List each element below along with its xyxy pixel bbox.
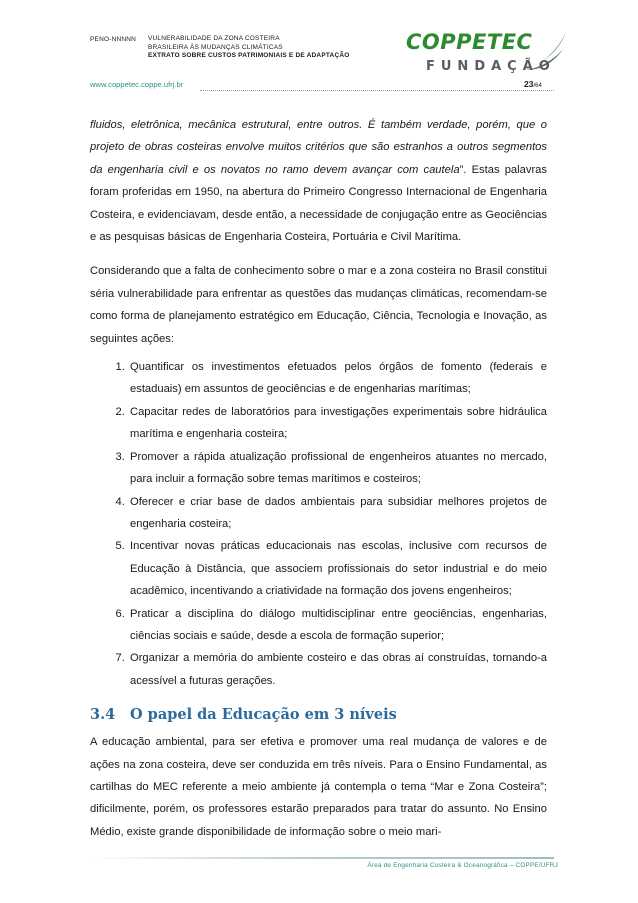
- footer-divider: [90, 857, 554, 859]
- section-number: 3.4: [90, 706, 116, 724]
- list-item: 1. Quantificar os investimentos efetuados pelos órgãos de fomento (federais e estaduais) em assuntos de geociências e de engenharias marítimas;: [128, 356, 547, 401]
- list-item: 5. Incentivar novas práticas educacionais nas escolas, inclusive com recursos de Educação à Distância, que associem profissionais do setor industrial e do meio acadêmico, incentivando a criatividade na formação dos jovens engenheiros;: [128, 535, 547, 602]
- header-subtitle: EXTRATO SOBRE CUSTOS PATRIMONIAIS E DE ADAPTAÇÃO: [148, 52, 350, 60]
- website-link[interactable]: www.coppetec.coppe.ufrj.br: [90, 80, 184, 89]
- page-total: /64: [533, 83, 542, 89]
- header-titles: [148, 35, 349, 61]
- section-title: O papel da Educação em 3 níveis: [130, 706, 397, 724]
- list-item: 3. Promover a rápida atualização profissional de engenheiros atuantes no mercado, para incluir a formação sobre temas marítimos e costeiros;: [128, 446, 547, 491]
- actions-list: [90, 356, 547, 692]
- section-heading: [90, 703, 547, 727]
- document-body: [90, 114, 547, 843]
- list-item: 6. Praticar a disciplina do diálogo multidisciplinar entre geociências, engenharias, ciências sociais e saúde, desde a escola de formação superior;: [128, 603, 547, 648]
- header-divider: [200, 90, 554, 91]
- list-item: 2. Capacitar redes de laboratórios para investigações experimentais sobre hidráulica marítima e engenharia costeira;: [128, 401, 547, 446]
- paragraph-1: [90, 114, 547, 248]
- logo-bottom-text: FUNDAÇÃO: [426, 59, 556, 74]
- page-current: 23: [524, 79, 534, 89]
- footer-text: Área de Engenharia Costeira & Oceanográfica – COPPE/UFRJ: [367, 862, 558, 869]
- paragraph-3: A educação ambiental, para ser efetiva e promover uma real mudança de valores e de ações na zona costeira, deve ser conduzida em três níveis. Para o Ensino Fundamental, as cartilhas do MEC referente a meio ambiente já contempla o tema “Mar e Zona Costeira”; dificilmente, porém, os professores estarão preparados para tratar do assunto. No Ensino Médio, existe grande disponibilidade de informação sobre o meio mari-: [90, 736, 547, 838]
- coppetec-logo: [404, 26, 570, 76]
- paragraph-2: Considerando que a falta de conhecimento sobre o mar e a zona costeira no Brasil constitui séria vulnerabilidade para enfrentar as questões das mudanças climáticas, recomendam-se como forma de planejamento estratégico em Educação, Ciência, Tecnologia e Inovação, as seguintes ações:: [90, 265, 547, 345]
- logo-top-text: COPPETEC: [406, 30, 533, 54]
- paragraph-1-quote: fluidos, eletrônica, mecânica estrutural, entre outros. É também verdade, porém, que o projeto de obras costeiras envolve muitos critérios que são estranhos a outros segmentos da engenharia civil e os novatos no ramo devem avançar com cautela: [90, 119, 547, 176]
- document-code: PENO-NNNNN: [90, 36, 137, 43]
- paragraph-1-rest: ”. Estas palavras foram proferidas em 1950, na abertura do Primeiro Congresso Internacional de Engenharia Costeira, e evidenciavam, desde então, a necessidade de conjugação entre as Geociências e as pesquisas básicas de Engenharia Costeira, Portuária e Civil Marítima.: [90, 163, 547, 244]
- header-title-line1: VULNERABILIDADE DA ZONA COSTEIRA: [148, 35, 280, 42]
- page-number: [524, 79, 542, 89]
- list-item: 4. Oferecer e criar base de dados ambientais para subsidiar melhores projetos de engenharia costeira;: [128, 491, 547, 536]
- header-title-line2: BRASILEIRA ÀS MUDANÇAS CLIMÁTICAS: [148, 43, 283, 51]
- list-item: 7. Organizar a memória do ambiente costeiro e das obras aí construídas, tornando-a acessível a futuras gerações.: [128, 647, 547, 692]
